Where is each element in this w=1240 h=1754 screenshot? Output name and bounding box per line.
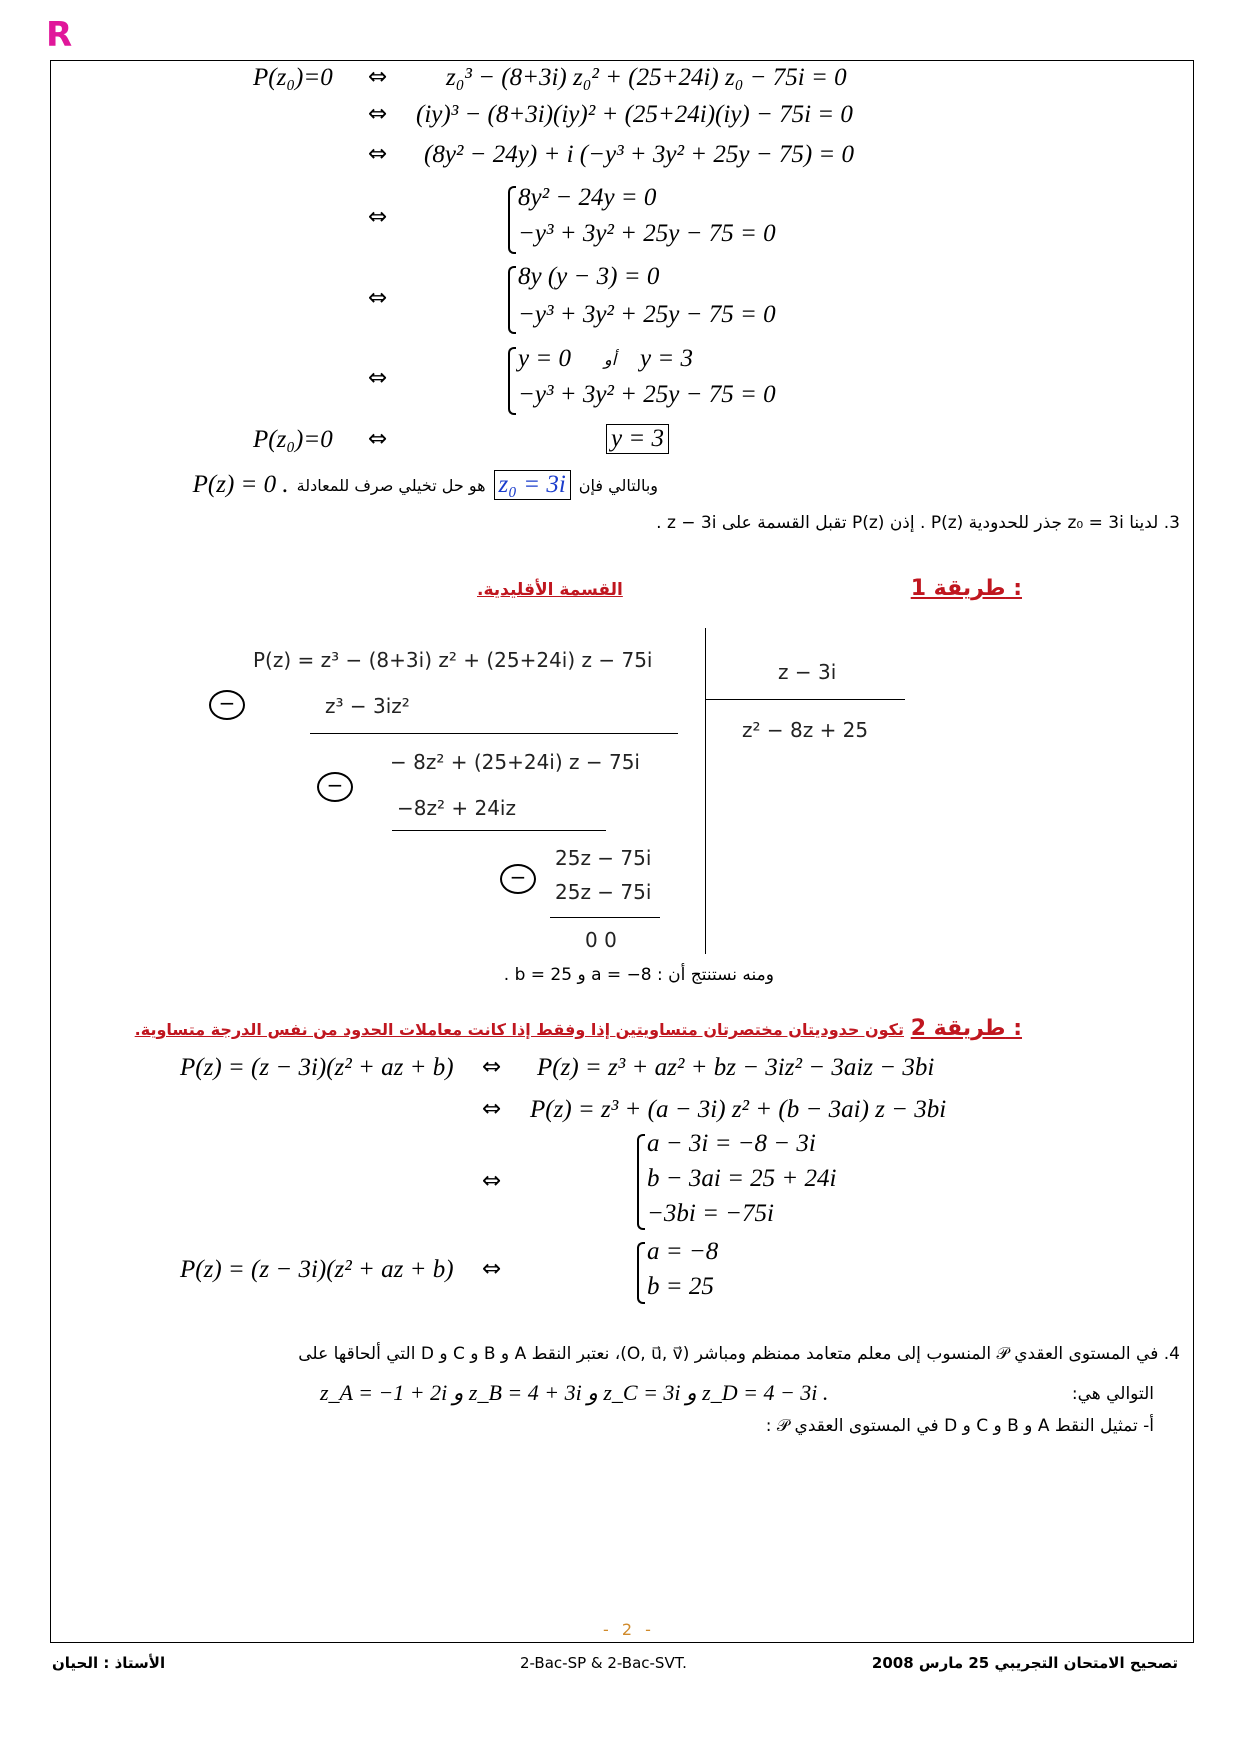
conclusion-box: z₀ = 3i	[494, 470, 571, 500]
system-brace-2	[508, 266, 516, 334]
iff-symbol-4: ⇔	[368, 204, 388, 230]
division-rem-1: − 8z² + (25+24i) z − 75i	[390, 750, 640, 774]
division-vertical-bar	[705, 628, 706, 954]
iff-symbol-1: ⇔	[368, 64, 388, 90]
footer-teacher: الأستاذ : الحيان	[52, 1654, 166, 1672]
m2-iff-2: ⇔	[482, 1096, 502, 1122]
system-brace-3	[508, 347, 516, 415]
conclusion-text-1: وبالتالي فإن	[578, 475, 658, 495]
division-line-1	[310, 733, 678, 734]
conclusion-eq: P(z) = 0 .	[192, 471, 289, 498]
logo-r-icon	[44, 14, 74, 52]
division-divisor: z − 3i	[778, 660, 837, 684]
iff-symbol-2: ⇔	[368, 101, 388, 127]
m2-eq2-rhs: P(z) = z³ + (a − 3i) z² + (b − 3ai) z − 3bi	[530, 1096, 947, 1123]
system1-row2: −y³ + 3y² + 25y − 75 = 0	[518, 220, 776, 247]
method1-conclusion: ومنه نستنتج أن : a = −8 و b = 25 .	[503, 965, 774, 985]
division-sub-3: 25z − 75i	[555, 880, 652, 904]
eq-line-1: z₀³ − (8+3i) z₀² + (25+24i) z₀ − 75i = 0	[446, 64, 847, 91]
m2-system-row3: −3bi = −75i	[647, 1200, 775, 1227]
m2-eq1-rhs: P(z) = z³ + az² + bz − 3iz² − 3aiz − 3bi	[537, 1054, 935, 1081]
eq-lhs-1: P(z₀)=0	[253, 64, 333, 91]
eq-line-3: (8y² − 24y) + i (−y³ + 3y² + 25y − 75) = 0	[424, 141, 855, 168]
division-line-2	[392, 830, 606, 831]
division-sub-2: −8z² + 24iz	[397, 796, 516, 820]
minus-circle-2: −	[317, 772, 353, 802]
page-number: - 2 -	[603, 1620, 655, 1639]
or-word: أو	[604, 350, 617, 369]
system3-row1-left: y = 0	[518, 345, 571, 372]
system2-row2: −y³ + 3y² + 25y − 75 = 0	[518, 301, 776, 328]
part4-line-2-label: التوالي هي:	[1071, 1384, 1154, 1404]
m2-result-a: a = −8	[647, 1238, 719, 1265]
method2-label: طريقة 2 :	[910, 1016, 1022, 1041]
part4-line-1: 4. في المستوى العقدي 𝒫 المنسوب إلى معلم متعامد ممنظم ومباشر (O, u⃗, v⃗)، نعتبر النقط A و B و C و D التي ألحاقها على	[298, 1344, 1180, 1364]
m2-eq1-lhs: P(z) = (z − 3i)(z² + az + b)	[180, 1054, 454, 1081]
division-quotient: z² − 8z + 25	[742, 718, 869, 742]
minus-circle-3: −	[500, 864, 536, 894]
m2-iff-4: ⇔	[482, 1256, 502, 1282]
system-brace-1	[508, 186, 516, 254]
m2-iff-3: ⇔	[482, 1168, 502, 1194]
footer-exam-title: تصحيح الامتحان التجريبي 25 مارس 2008	[871, 1654, 1178, 1672]
minus-circle-1: −	[209, 690, 245, 720]
m2-system-brace-1	[637, 1134, 645, 1230]
division-rem-2: 25z − 75i	[555, 846, 652, 870]
iff-symbol-7: ⇔	[368, 426, 388, 452]
method1-title: القسمة الأقليدية.	[477, 580, 623, 600]
division-sub-1: z³ − 3iz²	[325, 694, 410, 718]
iff-symbol-3: ⇔	[368, 141, 388, 167]
m2-system-brace-2	[637, 1242, 645, 1304]
method2-title: تكون حدوديتان مختصرتان متساويتين إذا وفقط إذا كانت معاملات الحدود من نفس الدرجة متساوية.	[134, 1020, 904, 1039]
m2-result-b: b = 25	[647, 1273, 714, 1300]
eq-line-2: (iy)³ − (8+3i)(iy)² + (25+24i)(iy) − 75i = 0	[416, 101, 853, 128]
iff-symbol-6: ⇔	[368, 365, 388, 391]
part3-statement: 3. لدينا z₀ = 3i جذر للحدودية P(z) . إذن P(z) تقبل القسمة على z − 3i .	[656, 513, 1180, 533]
conclusion-line	[193, 470, 658, 500]
method1-label: طريقة 1 :	[910, 576, 1022, 601]
m2-system-row1: a − 3i = −8 − 3i	[647, 1130, 816, 1157]
frame-bottom-rule	[50, 1642, 1194, 1643]
system3-row2: −y³ + 3y² + 25y − 75 = 0	[518, 381, 776, 408]
eq-lhs-final: P(z₀)=0	[253, 426, 333, 453]
footer-level: 2-Bac-SP & 2-Bac-SVT.	[520, 1654, 687, 1672]
division-rem-3: 0 0	[585, 928, 617, 952]
system2-row1: 8y (y − 3) = 0	[518, 263, 660, 290]
m2-eq4-lhs: P(z) = (z − 3i)(z² + az + b)	[180, 1256, 454, 1283]
iff-symbol-5: ⇔	[368, 285, 388, 311]
m2-iff-1: ⇔	[482, 1054, 502, 1080]
final-result-box: y = 3	[606, 424, 669, 454]
conclusion-text-2: هو حل تخيلي صرف للمعادلة	[296, 475, 486, 495]
part4-line-3: أ- تمثيل النقط A و B و C و D في المستوى العقدي 𝒫 :	[765, 1416, 1154, 1436]
division-line-3	[550, 917, 660, 918]
system3-row1-right: y = 3	[640, 345, 693, 372]
part4-line-2-values: z_A = −1 + 2i و z_B = 4 + 3i و z_C = 3i و z_D = 4 − 3i .	[320, 1380, 829, 1405]
system1-row1: 8y² − 24y = 0	[518, 184, 657, 211]
division-dividend: P(z) = z³ − (8+3i) z² + (25+24i) z − 75i	[253, 648, 653, 672]
division-divisor-line	[705, 699, 905, 700]
m2-system-row2: b − 3ai = 25 + 24i	[647, 1165, 837, 1192]
svg-text:R: R	[46, 15, 73, 52]
